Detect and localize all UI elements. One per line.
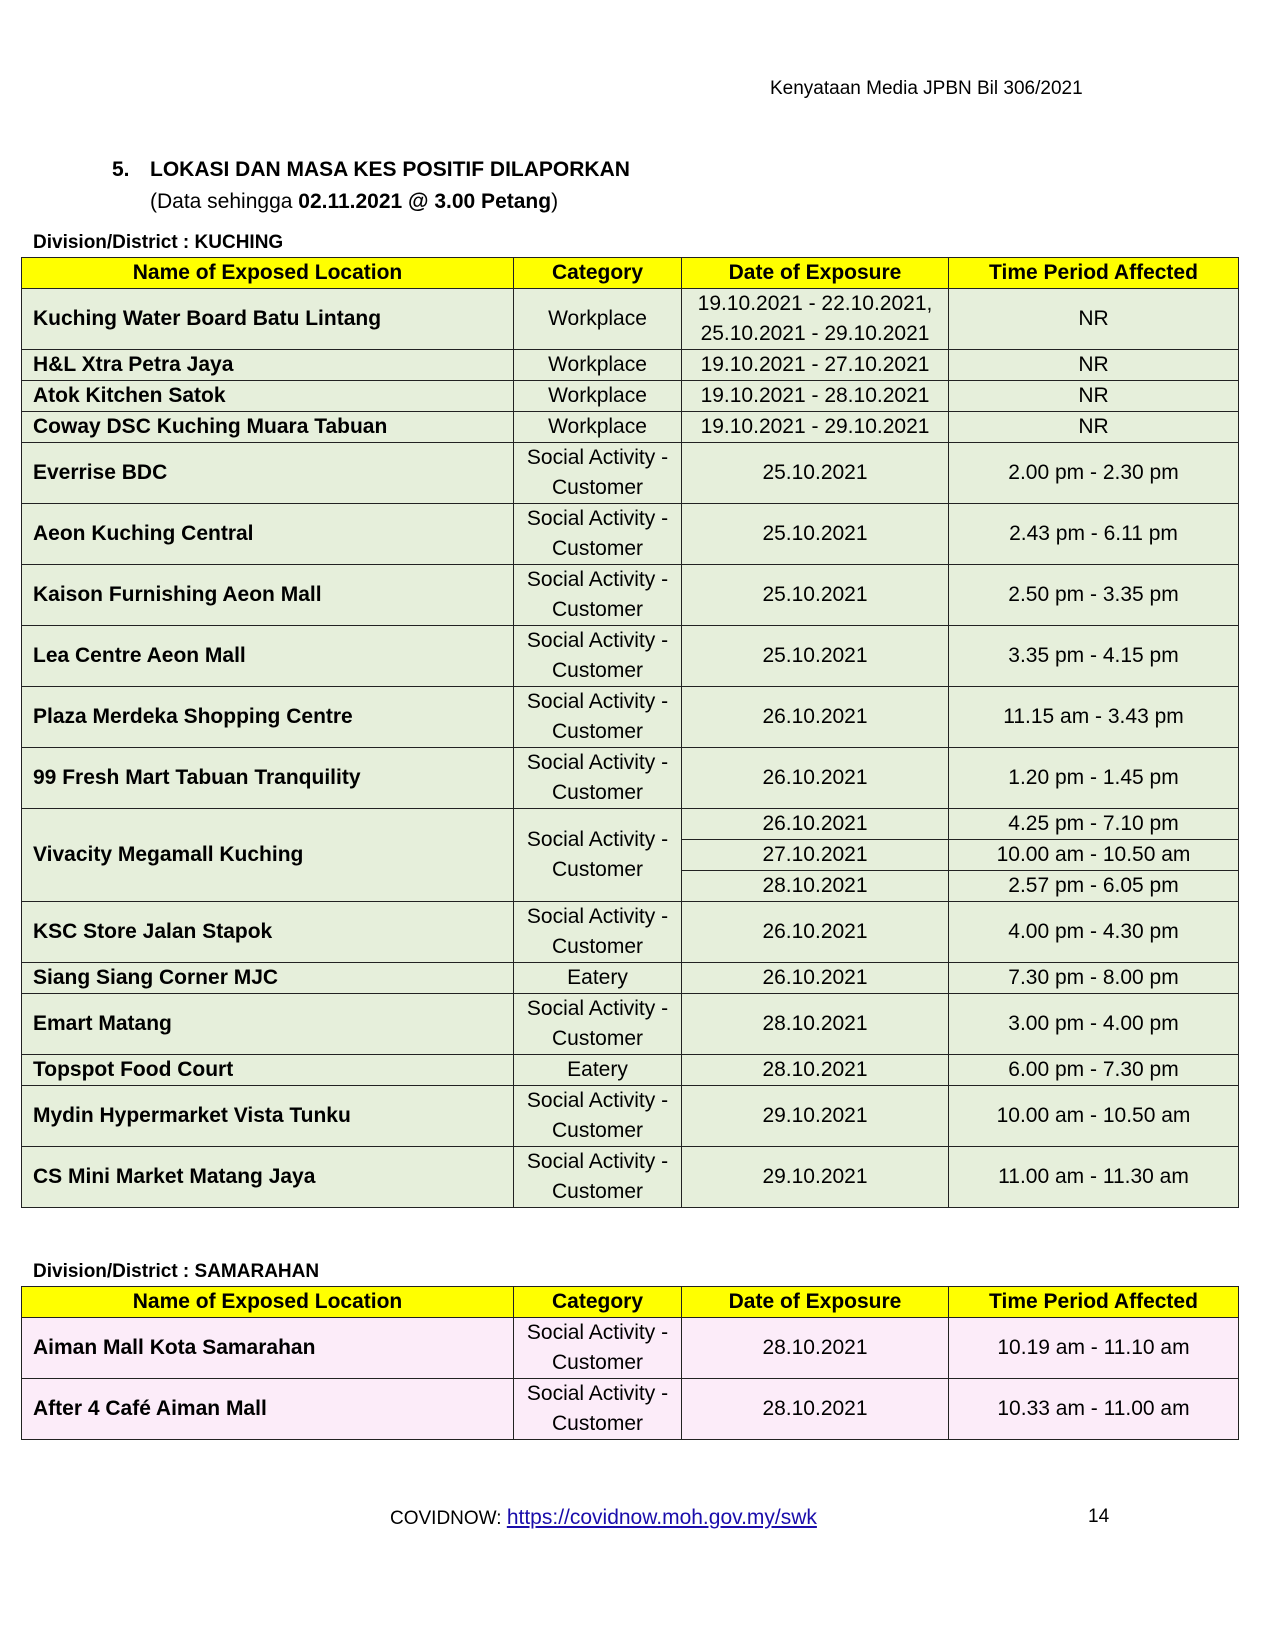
category-line: Social Activity - [526,690,669,713]
time-cell: 11.00 am - 11.30 am [949,1147,1239,1208]
category-line: Customer [551,1027,644,1050]
time-cell: 10.19 am - 11.10 am [949,1318,1239,1379]
time-cell: NR [949,412,1239,443]
date-cell: 26.10.2021 [682,902,949,963]
category-cell [514,994,682,1055]
date-cell: 26.10.2021 [682,748,949,809]
category-line: Customer [551,720,644,743]
table-row [22,1318,1239,1379]
category-line: Customer [551,1180,644,1203]
category-line: Customer [551,1351,644,1374]
category-line: Customer [551,858,644,881]
date-cell: 19.10.2021 - 28.10.2021 [682,381,949,412]
location-cell: Lea Centre Aeon Mall [22,626,514,687]
date-cell: 25.10.2021 [682,504,949,565]
subtitle-date: 02.11.2021 @ 3.00 Petang [298,190,552,213]
table-row [22,289,1239,350]
subtitle-suffix: ) [551,190,559,213]
table-row [22,748,1239,809]
date-cell: 28.10.2021 [682,1379,949,1440]
date-cell: 29.10.2021 [682,1086,949,1147]
date-cell: 26.10.2021 [682,963,949,994]
date-cell: 28.10.2021 [682,1055,949,1086]
category-cell: Workplace [514,412,682,443]
category-line: Social Activity - [526,1150,669,1173]
section-number: 5. [112,158,130,181]
table-header-row [22,1287,1239,1318]
district-label-samarahan: Division/District : SAMARAHAN [33,1261,320,1282]
page-number: 14 [1088,1506,1110,1527]
time-cell: 6.00 pm - 7.30 pm [949,1055,1239,1086]
table-row [22,381,1239,412]
category-cell: Workplace [514,289,682,350]
date-cell: 19.10.2021 - 27.10.2021 [682,350,949,381]
location-cell: 99 Fresh Mart Tabuan Tranquility [22,748,514,809]
category-line: Customer [551,935,644,958]
category-line: Customer [551,659,644,682]
category-line: Social Activity - [526,828,669,851]
location-cell: After 4 Café Aiman Mall [22,1379,514,1440]
section-title-text: LOKASI DAN MASA KES POSITIF DILAPORKAN [150,158,630,181]
time-cell: 2.43 pm - 6.11 pm [949,504,1239,565]
category-line: Social Activity - [526,446,669,469]
time-cell: NR [949,381,1239,412]
kuching-exposure-table [21,257,1239,1208]
category-line: Customer [551,598,644,621]
footer-prefix: COVIDNOW: [390,1508,507,1529]
district-label-kuching: Division/District : KUCHING [33,232,284,253]
category-cell [514,1086,682,1147]
location-cell: Atok Kitchen Satok [22,381,514,412]
location-cell: Coway DSC Kuching Muara Tabuan [22,412,514,443]
section-title [112,158,630,182]
category-line: Social Activity - [526,1382,669,1405]
category-line: Social Activity - [526,1321,669,1344]
time-cell: 7.30 pm - 8.00 pm [949,963,1239,994]
category-line: Social Activity - [526,751,669,774]
column-header-time: Time Period Affected [949,1287,1239,1318]
time-cell: 2.00 pm - 2.30 pm [949,443,1239,504]
date-cell [682,289,949,350]
category-cell [514,809,682,902]
time-cell: 10.33 am - 11.00 am [949,1379,1239,1440]
location-cell: Siang Siang Corner MJC [22,963,514,994]
location-cell: Mydin Hypermarket Vista Tunku [22,1086,514,1147]
time-cell: 10.00 am - 10.50 am [949,1086,1239,1147]
column-header-category: Category [514,1287,682,1318]
column-header-location: Name of Exposed Location [22,258,514,289]
location-cell: Vivacity Megamall Kuching [22,809,514,902]
location-cell: CS Mini Market Matang Jaya [22,1147,514,1208]
time-cell: 10.00 am - 10.50 am [949,840,1239,871]
category-cell [514,443,682,504]
category-cell: Eatery [514,1055,682,1086]
date-cell: 28.10.2021 [682,1318,949,1379]
location-cell: Everrise BDC [22,443,514,504]
table-row [22,1086,1239,1147]
table-row [22,565,1239,626]
date-cell: 19.10.2021 - 29.10.2021 [682,412,949,443]
category-line: Customer [551,1412,644,1435]
category-line: Customer [551,781,644,804]
date-line: 19.10.2021 - 22.10.2021, [697,292,933,315]
location-cell: KSC Store Jalan Stapok [22,902,514,963]
category-cell [514,626,682,687]
time-cell: 3.35 pm - 4.15 pm [949,626,1239,687]
column-header-date: Date of Exposure [682,1287,949,1318]
table-row [22,994,1239,1055]
time-cell: 2.57 pm - 6.05 pm [949,871,1239,902]
table-row [22,902,1239,963]
category-cell [514,1147,682,1208]
location-cell: Topspot Food Court [22,1055,514,1086]
date-line: 25.10.2021 - 29.10.2021 [700,322,930,345]
date-cell: 25.10.2021 [682,565,949,626]
table-row [22,809,1239,840]
category-line: Social Activity - [526,997,669,1020]
time-cell: NR [949,289,1239,350]
category-cell: Workplace [514,350,682,381]
category-cell [514,565,682,626]
date-cell: 25.10.2021 [682,443,949,504]
category-cell [514,902,682,963]
table-row [22,504,1239,565]
category-cell: Eatery [514,963,682,994]
location-cell: Plaza Merdeka Shopping Centre [22,687,514,748]
table-row [22,1379,1239,1440]
time-cell: 11.15 am - 3.43 pm [949,687,1239,748]
date-cell: 26.10.2021 [682,687,949,748]
location-cell: Aeon Kuching Central [22,504,514,565]
category-cell [514,748,682,809]
table-header-row [22,258,1239,289]
subtitle-prefix: (Data sehingga [150,190,299,213]
time-cell: 2.50 pm - 3.35 pm [949,565,1239,626]
location-cell: Kuching Water Board Batu Lintang [22,289,514,350]
table-row [22,1055,1239,1086]
category-line: Customer [551,476,644,499]
column-header-location: Name of Exposed Location [22,1287,514,1318]
date-cell: 26.10.2021 [682,809,949,840]
table-row [22,412,1239,443]
location-cell: H&L Xtra Petra Jaya [22,350,514,381]
table-row [22,1147,1239,1208]
category-line: Social Activity - [526,568,669,591]
table-row [22,687,1239,748]
date-cell: 28.10.2021 [682,871,949,902]
category-cell [514,504,682,565]
table-row [22,443,1239,504]
table-row [22,626,1239,687]
location-cell: Kaison Furnishing Aeon Mall [22,565,514,626]
section-subtitle [150,190,558,214]
category-line: Social Activity - [526,507,669,530]
column-header-date: Date of Exposure [682,258,949,289]
table-row [22,350,1239,381]
covidnow-link[interactable]: https://covidnow.moh.gov.my/swk [506,1506,817,1529]
time-cell: 3.00 pm - 4.00 pm [949,994,1239,1055]
category-line: Customer [551,537,644,560]
category-cell [514,1379,682,1440]
category-line: Customer [551,1119,644,1142]
time-cell: 4.25 pm - 7.10 pm [949,809,1239,840]
category-line: Social Activity - [526,629,669,652]
date-cell: 28.10.2021 [682,994,949,1055]
table-row [22,963,1239,994]
time-cell: 1.20 pm - 1.45 pm [949,748,1239,809]
category-line: Social Activity - [526,905,669,928]
category-cell [514,1318,682,1379]
samarahan-exposure-table [21,1286,1239,1440]
date-cell: 27.10.2021 [682,840,949,871]
category-line: Social Activity - [526,1089,669,1112]
date-cell: 25.10.2021 [682,626,949,687]
date-cell: 29.10.2021 [682,1147,949,1208]
category-cell [514,687,682,748]
column-header-time: Time Period Affected [949,258,1239,289]
header-reference: Kenyataan Media JPBN Bil 306/2021 [770,78,1083,99]
time-cell: NR [949,350,1239,381]
footer [390,1506,817,1530]
column-header-category: Category [514,258,682,289]
time-cell: 4.00 pm - 4.30 pm [949,902,1239,963]
location-cell: Aiman Mall Kota Samarahan [22,1318,514,1379]
category-cell: Workplace [514,381,682,412]
location-cell: Emart Matang [22,994,514,1055]
